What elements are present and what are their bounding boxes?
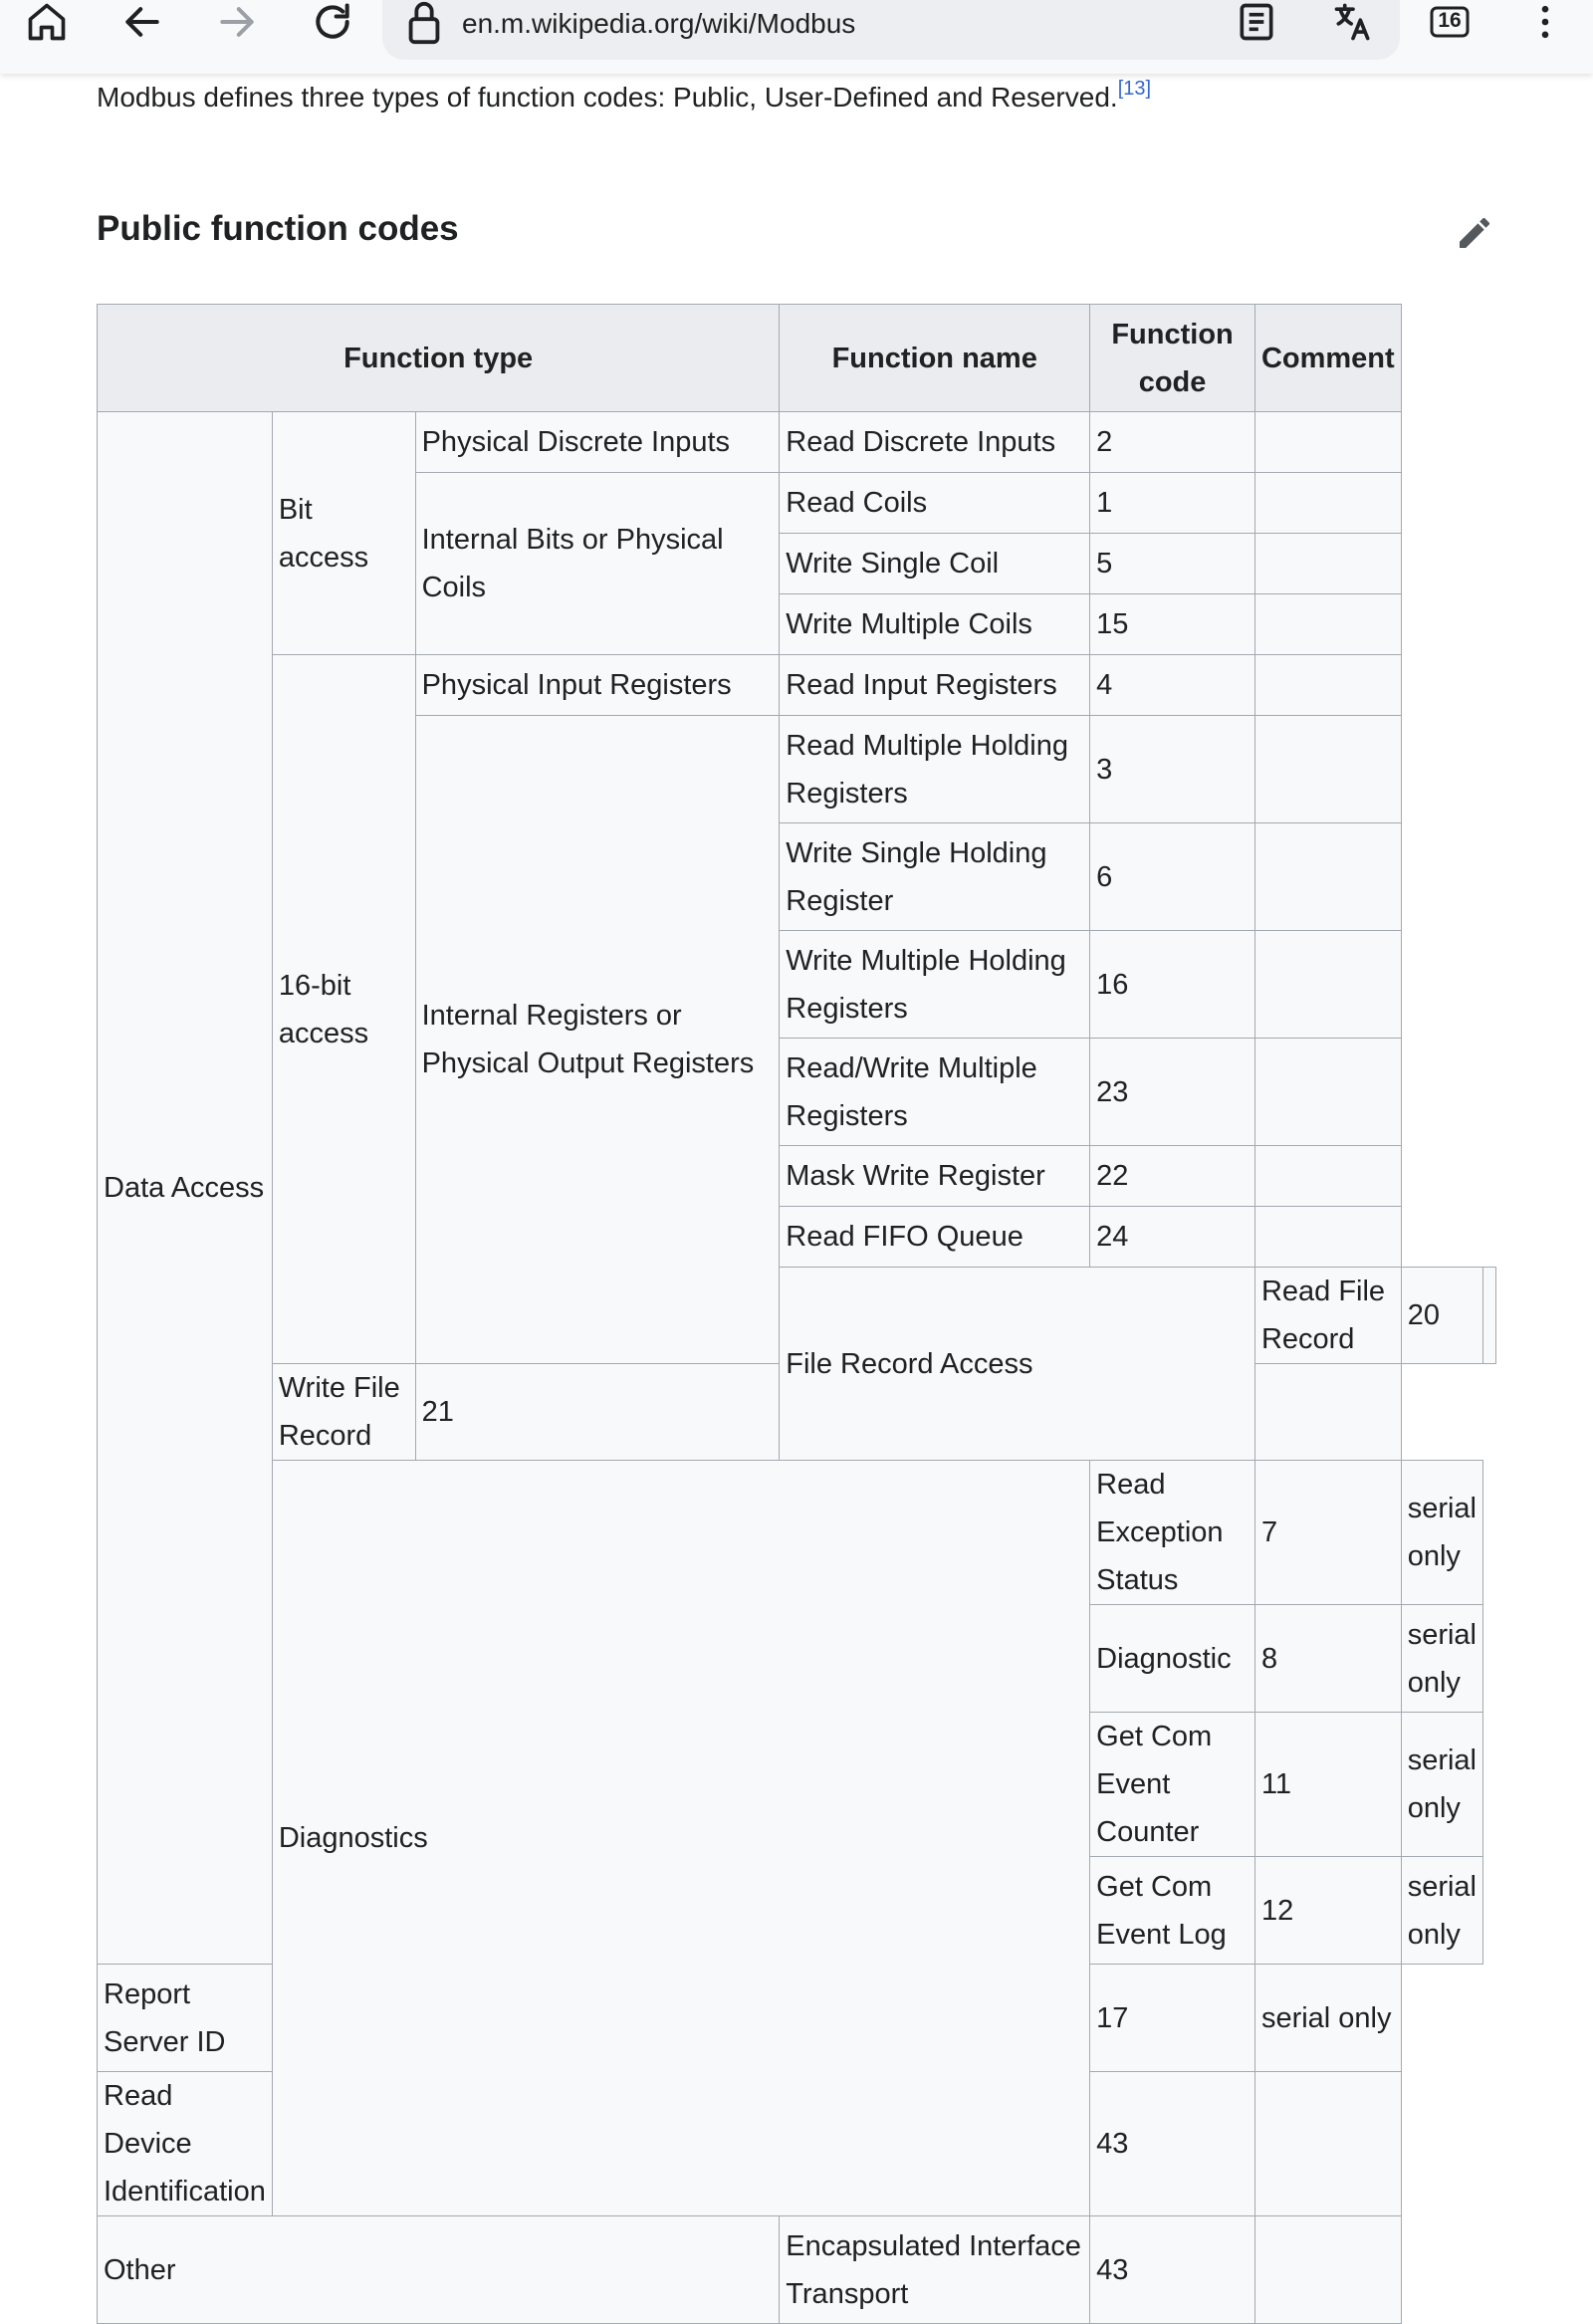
table-row: [98, 2216, 1496, 2324]
function-code: 43: [1090, 2072, 1255, 2216]
header-function-code: Function code: [1090, 305, 1255, 412]
table-header-row: [98, 305, 1496, 412]
back-button[interactable]: [111, 0, 174, 44]
intro-paragraph: [97, 78, 1152, 114]
group-internal-registers: Internal Registers or Physical Output Registers: [415, 716, 780, 1364]
function-code: 12: [1254, 1857, 1401, 1965]
group-internal-bits: Internal Bits or Physical Coils: [415, 473, 780, 655]
table-row: [98, 655, 1496, 716]
function-name: Write File Record: [272, 1364, 415, 1461]
function-comment: [1254, 2072, 1401, 2216]
function-name: Write Multiple Coils: [780, 594, 1090, 655]
function-code: 21: [415, 1364, 780, 1461]
reference-link[interactable]: [13]: [1117, 78, 1152, 100]
translate-icon: [1331, 0, 1375, 44]
group-file-record-access: File Record Access: [780, 1268, 1255, 1461]
reload-button[interactable]: [301, 0, 364, 44]
header-comment: Comment: [1254, 305, 1401, 412]
function-code: 7: [1254, 1461, 1401, 1605]
table-row: [98, 412, 1496, 473]
function-code: 17: [1090, 1965, 1255, 2072]
function-comment: [1254, 1364, 1401, 1461]
table-row: [98, 1461, 1496, 1605]
function-comment: [1254, 716, 1401, 823]
function-name: Read Device Identification: [98, 2072, 273, 2216]
function-code: 1: [1090, 473, 1255, 534]
tab-switcher-button[interactable]: [1418, 0, 1481, 44]
group-16-bit-access: 16-bit access: [272, 655, 415, 1364]
reader-mode-button[interactable]: [1225, 0, 1288, 44]
more-menu-button[interactable]: [1513, 0, 1577, 44]
reader-mode-icon: [1235, 0, 1278, 44]
function-name: Report Server ID: [98, 1965, 273, 2072]
function-code: 24: [1090, 1207, 1255, 1268]
function-code: 23: [1090, 1039, 1255, 1146]
function-name: Get Com Event Log: [1090, 1857, 1255, 1965]
function-name: Encapsulated Interface Transport: [780, 2216, 1090, 2324]
function-code: 8: [1254, 1605, 1401, 1713]
function-comment: [1254, 594, 1401, 655]
function-code: 5: [1090, 534, 1255, 594]
group-other: Other: [98, 2216, 780, 2324]
function-name: Get Com Event Counter: [1090, 1713, 1255, 1857]
more-menu-icon: [1523, 0, 1567, 44]
function-comment: [1254, 534, 1401, 594]
url-text[interactable]: en.m.wikipedia.org/wiki/Modbus: [462, 8, 856, 39]
group-bit-access: Bit access: [272, 412, 415, 655]
function-comment: serial only: [1401, 1461, 1482, 1605]
function-comment: [1483, 1268, 1496, 1364]
function-code: 16: [1090, 931, 1255, 1039]
forward-icon: [215, 0, 259, 44]
function-name: Read FIFO Queue: [780, 1207, 1090, 1268]
function-name: Read Exception Status: [1090, 1461, 1255, 1605]
function-comment: [1254, 931, 1401, 1039]
function-comment: serial only: [1401, 1857, 1482, 1965]
intro-text: Modbus defines three types of function codes: Public, User-Defined and Reserved.: [97, 82, 1118, 113]
function-code: 6: [1090, 823, 1255, 931]
function-name: Read File Record: [1254, 1268, 1401, 1364]
function-code: 11: [1254, 1713, 1401, 1857]
function-comment: serial only: [1401, 1713, 1482, 1857]
function-name: Read Discrete Inputs: [780, 412, 1090, 473]
function-code: 20: [1401, 1268, 1482, 1364]
function-name: Write Single Coil: [780, 534, 1090, 594]
group-diagnostics: Diagnostics: [272, 1461, 1089, 2216]
function-comment: [1254, 1146, 1401, 1207]
back-icon: [120, 0, 164, 44]
function-name: Read Multiple Holding Registers: [780, 716, 1090, 823]
function-comment: [1254, 655, 1401, 716]
home-icon: [25, 0, 69, 44]
reload-icon: [311, 0, 354, 44]
function-comment: [1254, 1207, 1401, 1268]
function-comment: serial only: [1254, 1965, 1401, 2072]
header-function-name: Function name: [780, 305, 1090, 412]
function-name: Write Single Holding Register: [780, 823, 1090, 931]
function-code: 22: [1090, 1146, 1255, 1207]
translate-button[interactable]: [1321, 0, 1385, 44]
function-comment: [1254, 473, 1401, 534]
function-code: 4: [1090, 655, 1255, 716]
function-name: Read/Write Multiple Registers: [780, 1039, 1090, 1146]
function-comment: [1254, 823, 1401, 931]
tab-count: 16: [1438, 9, 1462, 32]
header-function-type: Function type: [98, 305, 780, 412]
function-name: Diagnostic: [1090, 1605, 1255, 1713]
function-comment: [1254, 412, 1401, 473]
function-code: 43: [1090, 2216, 1255, 2324]
group-physical-discrete-inputs: Physical Discrete Inputs: [415, 412, 780, 473]
section-title: Public function codes: [97, 209, 459, 248]
function-code: 15: [1090, 594, 1255, 655]
function-name: Read Input Registers: [780, 655, 1090, 716]
lock-icon: [404, 0, 444, 46]
function-comment: serial only: [1401, 1605, 1482, 1713]
function-name: Write Multiple Holding Registers: [780, 931, 1090, 1039]
browser-toolbar: [0, 0, 1593, 74]
function-code: 2: [1090, 412, 1255, 473]
function-name: Mask Write Register: [780, 1146, 1090, 1207]
function-codes-table: [97, 304, 1496, 2324]
function-comment: [1254, 2216, 1401, 2324]
edit-icon[interactable]: [1455, 213, 1494, 253]
group-data-access: Data Access: [98, 412, 273, 1965]
function-name: Read Coils: [780, 473, 1090, 534]
forward-button[interactable]: [205, 0, 269, 44]
function-code: 3: [1090, 716, 1255, 823]
home-button[interactable]: [15, 0, 79, 44]
function-comment: [1254, 1039, 1401, 1146]
group-physical-input-registers: Physical Input Registers: [415, 655, 780, 716]
